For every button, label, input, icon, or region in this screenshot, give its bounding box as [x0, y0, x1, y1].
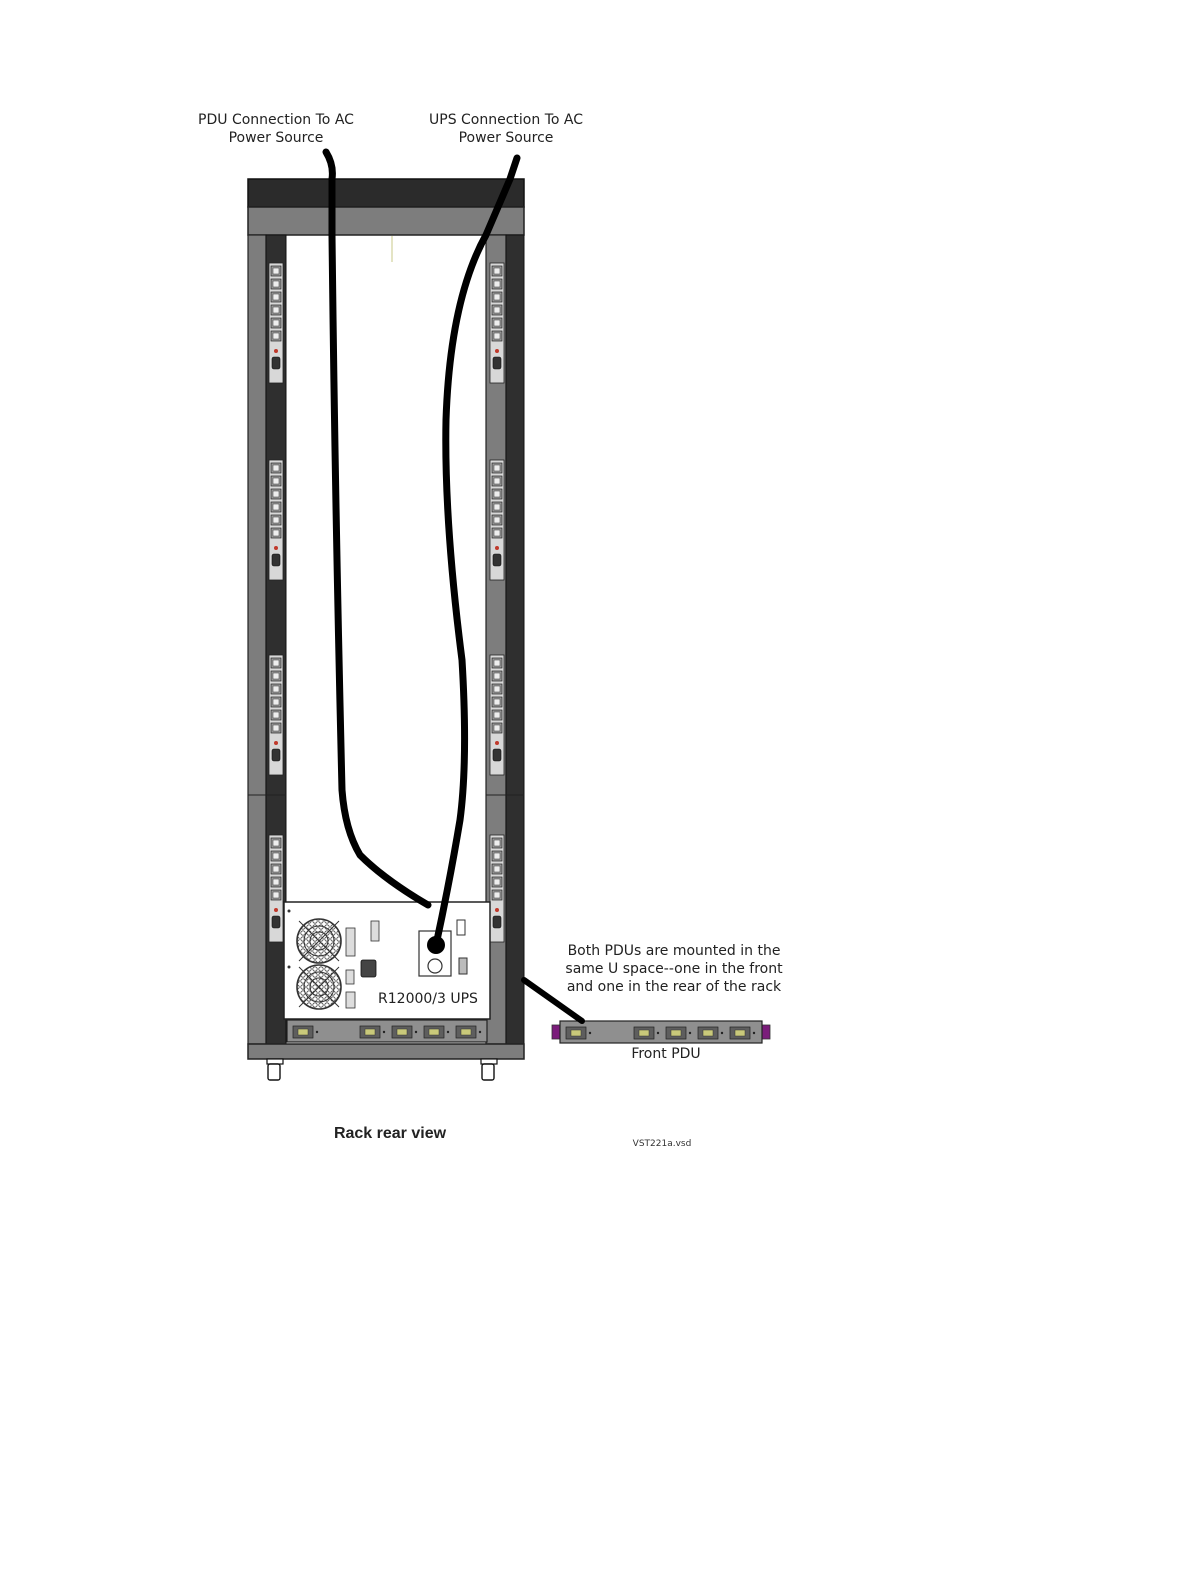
power-outlet-icon: [490, 460, 504, 580]
power-outlet-icon: [490, 835, 504, 942]
front-pdu: [552, 1021, 770, 1043]
pdu-connection-label-line: PDU Connection To AC: [198, 112, 354, 128]
power-outlet-icon: [490, 263, 504, 383]
rack-top-cap: [248, 179, 524, 235]
pdu-mounting-note: [552, 942, 796, 996]
ups-model-label-text: R12000/3 UPS: [378, 991, 478, 1007]
file-id-label-text: VST221a.vsd: [632, 1139, 692, 1149]
pdu-mounting-note-line: Both PDUs are mounted in the: [567, 943, 781, 959]
power-outlet-icon: [490, 655, 504, 775]
pdu-mounting-note-line: same U space--one in the front: [565, 961, 783, 977]
power-outlet-icon: [269, 263, 283, 383]
power-outlet-icon: [269, 460, 283, 580]
ups-connection-label: [416, 111, 596, 147]
file-id-label: [612, 1135, 712, 1153]
front-pdu-label: [606, 1045, 726, 1063]
front-pdu-end-cap: [552, 1025, 560, 1039]
fan-icon: [297, 965, 341, 1009]
pdu-connection-label-line: Power Source: [228, 130, 324, 146]
power-cables: [326, 152, 582, 1021]
rack-bottom-cap: [248, 1044, 524, 1059]
caster-wheel-icon: [481, 1059, 497, 1080]
ups-connection-label-line: Power Source: [458, 130, 554, 146]
pdu-mounting-note-line: and one in the rear of the rack: [566, 979, 782, 995]
caster-wheel-icon: [267, 1059, 283, 1080]
pdu-ac-cable: [326, 152, 428, 905]
ups-model-label: [370, 990, 486, 1008]
front-pdu-end-cap: [762, 1025, 770, 1039]
ups-connection-label-line: UPS Connection To AC: [429, 112, 583, 128]
power-outlet-icon: [269, 655, 283, 775]
fan-icon: [297, 919, 341, 963]
vertical-pdu-strips: [269, 263, 504, 942]
rack-rear-view-caption-text: Rack rear view: [333, 1125, 447, 1142]
power-outlet-icon: [269, 835, 283, 942]
front-pdu-label-text: Front PDU: [631, 1046, 701, 1062]
rack-rear-view-caption: [300, 1125, 480, 1143]
rear-pdu: [287, 1020, 487, 1042]
pdu-connection-label: [186, 111, 366, 147]
